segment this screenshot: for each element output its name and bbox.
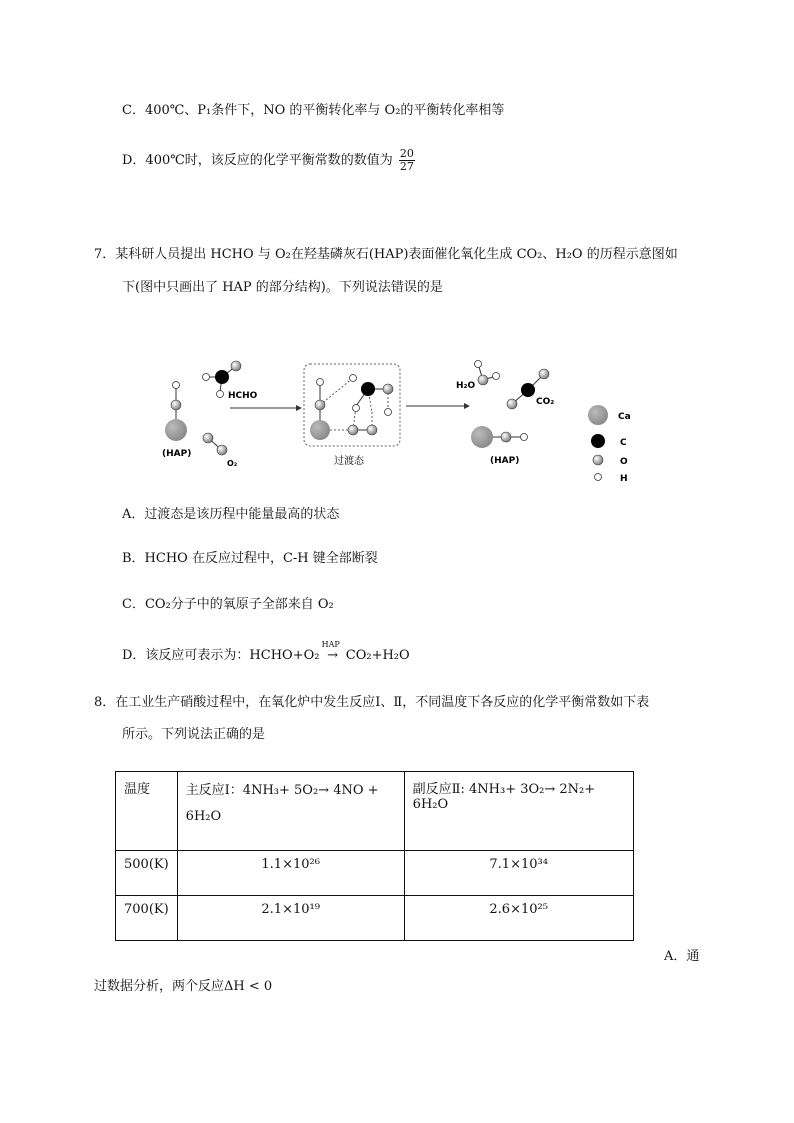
- legend-c: C: [620, 438, 627, 448]
- fraction-denominator: 27: [399, 160, 414, 173]
- table-row: [116, 896, 634, 941]
- row-k-main: 1.1×10²⁶: [177, 851, 404, 896]
- q6-option-d-text: D．400℃时，该反应的化学平衡常数的数值为: [122, 153, 393, 168]
- row-temperature: 700(K): [116, 896, 178, 941]
- q7-option-d-suffix: CO₂+H₂O: [345, 648, 410, 663]
- header-temperature: 温度: [116, 772, 178, 851]
- o2-molecule: [203, 433, 238, 468]
- q8-option-a-part1: A．通: [664, 949, 700, 964]
- h2o-label: H₂O: [456, 381, 476, 391]
- q6-option-d: [122, 148, 415, 173]
- legend-o: O: [620, 457, 628, 467]
- reaction-arrow-2: [406, 403, 470, 409]
- hap-label-right: (HAP): [490, 456, 520, 466]
- hap-surface-left: [162, 382, 191, 460]
- header-main-reaction: [177, 772, 404, 851]
- row-k-main: 2.1×10¹⁹: [177, 896, 404, 941]
- equilibrium-constant-table: [115, 771, 634, 941]
- legend-h: H: [620, 474, 628, 484]
- o2-label: O₂: [227, 459, 238, 468]
- atom-legend: [588, 405, 631, 484]
- q8-option-a-part2: 过数据分析，两个反应ΔH < 0: [94, 979, 273, 994]
- q7-stem-line2: 下(图中只画出了 HAP 的部分结构)。下列说法错误的是: [122, 280, 443, 295]
- hap-surface-right: [471, 426, 528, 466]
- header-main-reaction-line1: 主反应Ⅰ：4NH₃+ 5O₂→ 4NO +: [185, 783, 379, 798]
- q7-option-d-prefix: D．该反应可表示为：HCHO+O₂: [122, 648, 320, 663]
- hcho-label: HCHO: [228, 391, 258, 401]
- reaction-mechanism-diagram: [150, 350, 650, 490]
- transition-state: [304, 364, 400, 467]
- header-main-reaction-line2: 6H₂O: [185, 809, 222, 824]
- h2o-molecule: [456, 361, 500, 392]
- co2-molecule: [507, 369, 554, 409]
- hcho-molecule: [203, 361, 258, 401]
- catalyst-label: HAP: [321, 640, 340, 649]
- table-header-row: [116, 772, 634, 851]
- q7-stem-line1: 7．某科研人员提出 HCHO 与 O₂在羟基磷灰石(HAP)表面催化氧化生成 CO₂、H₂O 的历程示意图如: [94, 247, 678, 262]
- row-k-side: 7.1×10³⁴: [404, 851, 633, 896]
- transition-state-label: 过渡态: [334, 456, 364, 467]
- legend-ca: Ca: [618, 412, 631, 422]
- header-side-reaction: 副反应Ⅱ: 4NH₃+ 3O₂→ 2N₂+ 6H₂O: [404, 772, 633, 851]
- q6-option-c: C．400℃、P₁条件下，NO 的平衡转化率与 O₂的平衡转化率相等: [122, 103, 505, 118]
- q7-option-d: [122, 640, 410, 665]
- q7-option-a: A．过渡态是该历程中能量最高的状态: [122, 507, 340, 522]
- reaction-arrow: →: [327, 648, 339, 663]
- hap-label-left: (HAP): [162, 449, 192, 459]
- reaction-arrow-1: [230, 405, 302, 411]
- co2-label: CO₂: [536, 397, 555, 407]
- row-k-side: 2.6×10²⁵: [404, 896, 633, 941]
- q8-stem-line2: 所示。下列说法正确的是: [122, 727, 266, 742]
- q8-stem-line1: 8．在工业生产硝酸过程中，在氧化炉中发生反应Ⅰ、Ⅱ，不同温度下各反应的化学平衡常数如下表: [94, 695, 650, 710]
- table-row: [116, 851, 634, 896]
- q7-option-b: B．HCHO 在反应过程中，C-H 键全部断裂: [122, 551, 378, 566]
- catalyzed-arrow: [321, 640, 342, 665]
- q7-option-c: C．CO₂分子中的氧原子全部来自 O₂: [122, 597, 334, 612]
- fraction: [399, 148, 415, 173]
- row-temperature: 500(K): [116, 851, 178, 896]
- fraction-numerator: 20: [399, 147, 414, 160]
